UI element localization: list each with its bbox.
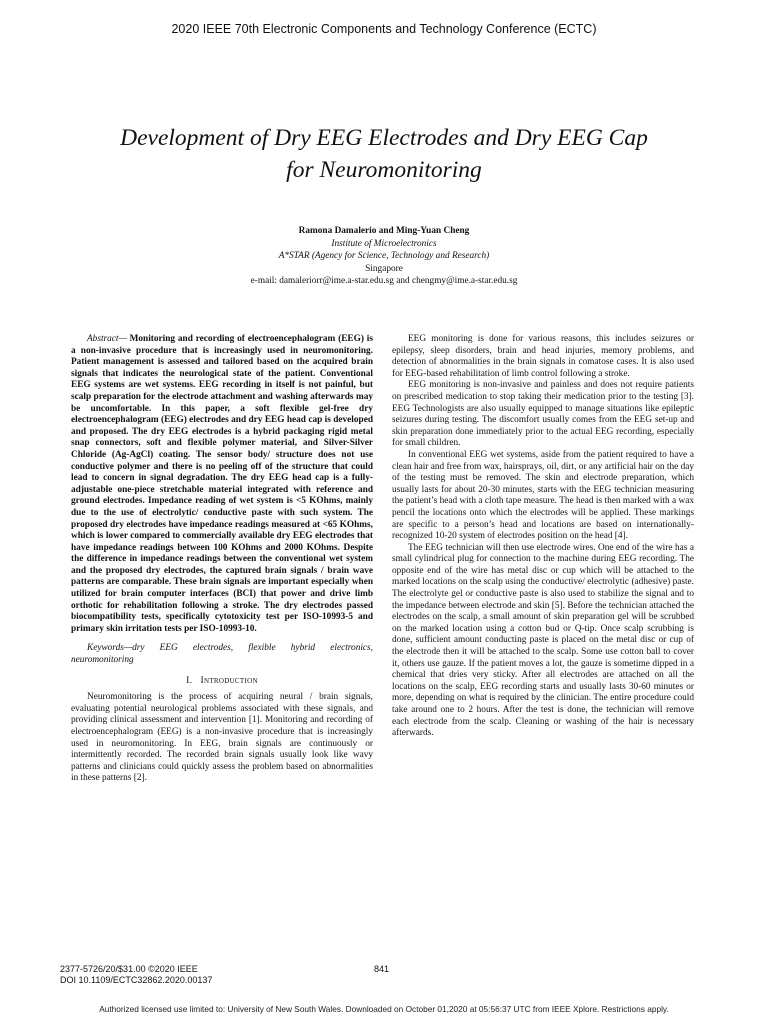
affiliation-institute: Institute of Microelectronics	[331, 238, 437, 249]
paragraph: Neuromonitoring is the process of acquiring neural / brain signals, evaluating potential neurological problems associated with these signals, and providing clinical assessment and intervention [1]. Monitoring and recording of electroencephalogram (EEG) is a non-invasive procedure that is increasingly used in neuromonitoring. In EEG, brain signals are continuously or intermittently recorded. The recorded brain signals usually look like wavy patterns and clinicians could quickly assess the problem based on abnormalities in these patterns [2].	[71, 692, 373, 784]
title-line-2: for Neuromonitoring	[286, 157, 482, 183]
footer-copyright	[60, 964, 212, 986]
paragraph: EEG monitoring is non-invasive and painless and does not require patients on prescribed medication to stop taking their medication prior to the testing [3]. EEG Technologists are also usually equipped to manage situations like epileptic seizures during testing. The discomfort usually comes from the EEG set-up and skin preparation done immediately prior to the actual EEG recording, especially for small children.	[392, 380, 694, 449]
author-email: e-mail: damaleriorr@ime.a-star.edu.sg and chengmy@ime.a-star.edu.sg	[250, 276, 518, 287]
paragraph: In conventional EEG wet systems, aside from the patient required to have a clean hair and free from wax, hairsprays, oil, dirt, or any artificial hair on the day of the testing must be removed. The skin and electrode preparation, which usually lasts for about 20-30 minutes, starts with the EEG technician measuring the patient’s head with a cloth tape measure. The head is then marked with a wax pencil the locations onto which the electrodes will be applied. These markings are specific to a person’s head and locations are based on internationally-recognized 10-20 system of electrodes position on the head [4].	[392, 449, 694, 542]
title-line-1: Development of Dry EEG Electrodes and Dry EEG Cap	[120, 125, 648, 151]
affiliation-agency: A*STAR (Agency for Science, Technology and Research)	[278, 251, 490, 262]
footer-doi: DOI 10.1109/ECTC32862.2020.00137	[60, 975, 213, 985]
keywords: Keywords—dry EEG electrodes, flexible hybrid electronics, neuromonitoring	[71, 643, 373, 666]
left-column	[71, 334, 373, 785]
paragraph: EEG monitoring is done for various reasons, this includes seizures or epilepsy, sleep disorders, brain and head injuries, memory problems, and detection of abnormalities in the brain signals in comatose cases. It is also used for EEG-based rehabilitation of limb control following a stroke.	[392, 334, 694, 379]
page-number: 841	[374, 964, 390, 974]
footer-issn: 2377-5726/20/$31.00 ©2020 IEEE	[60, 964, 198, 974]
abstract-label: Abstract—	[87, 334, 127, 344]
section-number: I.	[186, 674, 193, 686]
affiliation-country: Singapore	[365, 263, 403, 274]
section-title: Introduction	[200, 674, 258, 686]
paper-title	[60, 122, 708, 186]
author-block	[84, 225, 684, 288]
abstract	[71, 334, 373, 635]
abstract-text: Monitoring and recording of electroencephalogram (EEG) is a non-invasive procedure that is increasingly used in neuromonitoring. Patient management is assessed and tailored based on the acquired brain signals that indicates the neurological state of the patient. Conventional EEG systems are wet systems. EEG recording in itself is not painful, but scalp preparation for the electrode attachment and washing afterwards may be uncomfortable. In this paper, a soft flexible gel-free dry electroencephalogram (EEG) electrodes and dry EEG head cap is developed and proposed. The dry EEG electrodes is a hybrid packaging rigid metal snap connectors, soft and flexible polymer material, and Silver-Silver Chloride (Ag-AgCl) coating. The sensor body/ structure does not use conductive polymer and there is no peeling off of the structure that could lead to concern in signal degradation. The dry EEG head cap is a fully-adjustable one-piece stretchable material integrated with reference and ground electrodes. Impedance reading of wet system is <5 KOhms, mainly due to the use of electrolytic/ conductive paste with such system. The proposed dry electrodes have impedance readings measured at <65 KOhms, which is lower compared to commercially available dry EEG electrodes that have impedance readings between 100 KOhms and 2000 KOhms. Despite the difference in impedance readings between the conventional wet system and the proposed dry electrodes, the captured brain signals / brain wave patterns are comparable. These brain signals are important especially when utilized for brain computer interfaces (BCI) that power and drive limb orthotic for rehabilitation following a stroke. The dry electrodes passed biocompatibility tests, specifically cytotoxicity test per ISO-10993-5 and primary skin irritation tests per ISO-10993-10.	[71, 334, 373, 634]
right-column	[392, 334, 694, 740]
conference-header: 2020 IEEE 70th Electronic Components and Technology Conference (ECTC)	[171, 22, 597, 36]
section-heading	[71, 675, 373, 687]
license-notice: Authorized licensed use limited to: University of New South Wales. Downloaded on October 01,2020 at 05:56:37 UTC from IEEE Xplore. Restrictions apply.	[99, 1004, 669, 1014]
author-names: Ramona Damalerio and Ming-Yuan Cheng	[298, 226, 470, 236]
paragraph: The EEG technician will then use electrode wires. One end of the wire has a small cylindrical plug for connection to the machine during EEG recording. The opposite end of the wire has metal disc or cup which will be attached to the marked locations on the scalp using the conductive/ electrolytic (adhesive) paste. The electrolyte gel or conductive paste is also used to stabilize the signal and to the impedance between electrode and skin [5]. Before the technician attached the electrodes on the scalp, a small amount of skin preparation gel will be scrubbed on the marked location using a cotton bud or Q-tip. Once scalp scrubbing is done, sufficient amount conducting paste is placed on the metal disc or cup of the electrode then it will be attached to the scalp. Some use cotton ball to cover it, others use gauze. If the patient moves a lot, the gauze is sometime dipped in a chemical that dries very sticky. After all electrodes are attached on all the locations on the scalp, EEG recording starts and usually lasts 30-60 minutes or more, depending on what is required by the clinician. The entire procedure could take around one to 2 hours. After the test is done, the technician will remove each electrode from the scalp. Cleaning or washing of the hair is necessary afterwards.	[392, 542, 694, 739]
